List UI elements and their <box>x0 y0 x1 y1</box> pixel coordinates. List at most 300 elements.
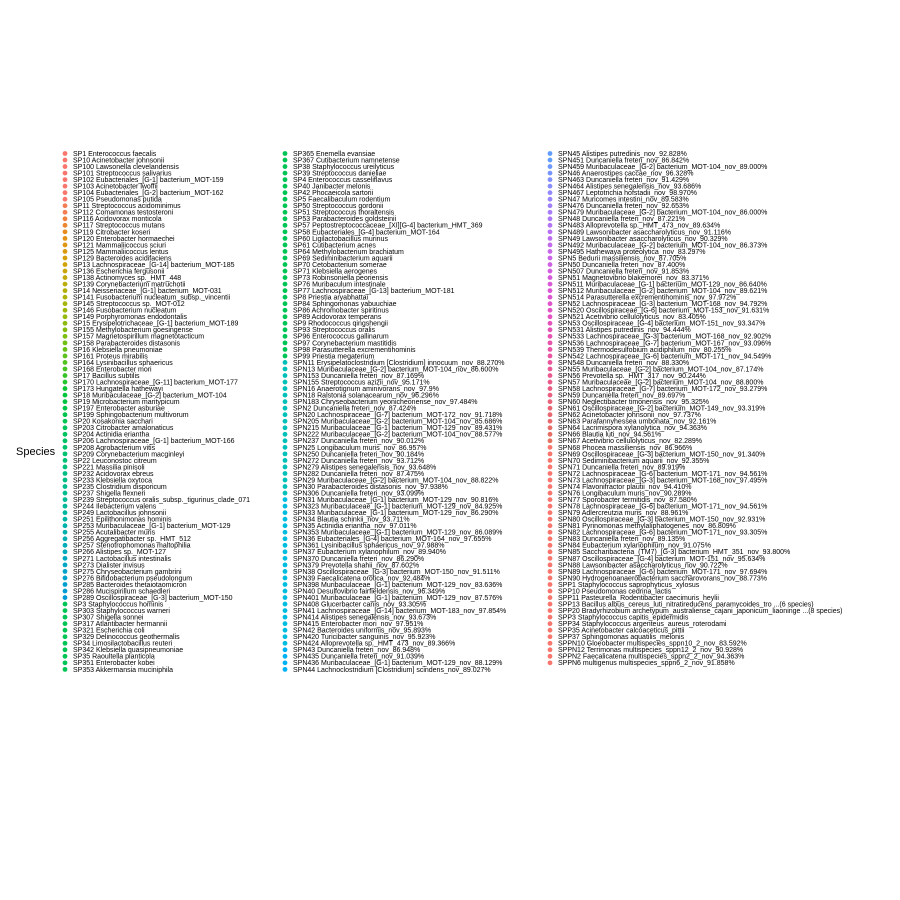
legend-key <box>63 549 68 554</box>
legend-label: SP50 Streptococcus gordonii <box>293 203 384 211</box>
legend-key <box>283 595 288 600</box>
legend-label: SPN464 Alistipes senegalensis_nov_93.686% <box>558 183 702 191</box>
legend-key <box>63 412 68 417</box>
legend-label: SPN59 Duncaniella freteri_nov_89.697% <box>558 392 686 400</box>
legend-key <box>548 295 553 300</box>
legend-key <box>548 184 553 189</box>
legend-label: SPN29 Muribaculaceae_[G-2] bacterium_MOT-104_nov_88.822% <box>293 477 499 485</box>
legend-key <box>548 177 553 182</box>
legend-label: SP206 Lachnospiraceae_[G-1] bacterium_MOT-166 <box>73 438 235 446</box>
legend-key <box>548 634 553 639</box>
legend-key <box>283 491 288 496</box>
legend-label: SPN68 Phocea massiliensis_nov_86.966% <box>558 444 693 452</box>
legend-key <box>63 275 68 280</box>
legend-key <box>283 164 288 169</box>
legend-key <box>548 197 553 202</box>
legend-key <box>548 367 553 372</box>
legend-key <box>283 275 288 280</box>
legend-label: SP251 Epilithonimonas hominis <box>73 516 172 524</box>
legend-key <box>63 386 68 391</box>
legend-key <box>63 523 68 528</box>
legend-label: SP208 Agrobacterium vitis <box>73 444 156 452</box>
legend-label: SP149 Porphyromonas endodontalis <box>73 314 188 322</box>
legend-key <box>548 621 553 626</box>
legend-key <box>63 478 68 483</box>
legend-key <box>548 654 553 659</box>
legend-label: SPN507 Duncaniella freteri_nov_91.853% <box>558 268 690 276</box>
legend-label: SP158 Parabacteroides distasonis <box>73 340 181 348</box>
legend-key <box>283 321 288 326</box>
legend-key <box>283 425 288 430</box>
legend-key <box>63 491 68 496</box>
legend-key <box>548 354 553 359</box>
legend-key <box>283 334 288 339</box>
legend-label: SPN64 Lacrimispora xylanolytica_nov_94.363% <box>558 425 708 433</box>
legend-label: SPP1 Staphylococcus saprophyticus_xylosus <box>558 581 700 589</box>
legend-key <box>63 595 68 600</box>
legend-label: SPN548 Duncaniella freteri_nov_88.330% <box>558 359 690 367</box>
legend-key <box>548 210 553 215</box>
legend-label: SP164 Lysinibacillus sphaericus <box>73 359 173 367</box>
legend-label: SP13 Lachnospiraceae_[G-14] bacterium_MOT-185 <box>73 261 235 269</box>
legend-label: SP221 Massilia pinisoli <box>73 464 145 472</box>
legend-key <box>283 282 288 287</box>
legend-key <box>63 576 68 581</box>
legend-label: SPN479 Muribaculaceae_[G-2] bacterium_MOT-104_nov_86.000% <box>558 209 768 217</box>
legend-label: SPN520 Oscillospiraceae_[G-6] bacterium_MOT-153_nov_91.631% <box>558 307 770 315</box>
legend-label: SP11 Streptococcus acidominimus <box>73 203 181 211</box>
legend-title: Species <box>16 446 56 458</box>
legend-label: SP73 Robinsoniella peoriensis <box>293 274 388 282</box>
legend-label: SPN18 Ralstonia solanacearum_nov_96.296% <box>293 392 439 400</box>
legend-label: SP38 Staphylococcus ureilyticus <box>293 163 395 171</box>
legend-key <box>283 667 288 672</box>
legend-label: SPN63 Parafannyhessea umbonata_nov_92.161% <box>558 418 717 426</box>
legend-key <box>63 177 68 182</box>
legend-key <box>63 647 68 652</box>
legend-label: SPN44 Lachnoclostridium [Clostridium] scindens_nov_89.027% <box>293 666 491 674</box>
legend-key <box>283 340 288 345</box>
legend-label: SPN2 Duncaniella freteri_nov_87.424% <box>293 405 417 413</box>
legend-key <box>283 308 288 313</box>
legend-label: SP173 Hungatella hathewayi <box>73 385 163 393</box>
legend-label: SP141 Fusobacterium nucleatum_subsp._vincentii <box>73 294 231 302</box>
legend-label: SP18 Muribaculaceae_[G-2] bacterium_MOT-104 <box>73 392 227 400</box>
legend-key <box>63 451 68 456</box>
legend-key <box>283 576 288 581</box>
legend-key <box>548 445 553 450</box>
legend-label: SPPN10 Gloeobacter multispecies_sppn10_2_nov_83.592% <box>558 640 747 648</box>
legend-key <box>283 236 288 241</box>
legend-label: SP97 Corynebacterium mastitidis <box>293 340 397 348</box>
legend-key <box>283 158 288 163</box>
legend-label: SP256 Aggregatibacter sp._HMT_512 <box>73 536 191 544</box>
legend-label: SPN81 Pyrinomonas methylaliphatogenes_nov_86.809% <box>558 523 736 531</box>
legend-label: SPN279 Alistipes senegalensis_nov_93.648% <box>293 464 437 472</box>
legend-label: SP86 Achromobacter spiritinus <box>293 307 389 315</box>
legend-label: SPN483 Alloprevotella sp._HMT_473_nov_89.634% <box>558 222 721 230</box>
legend-key <box>63 340 68 345</box>
legend-label: SP84 Sphingomonas yabuuchiae <box>293 301 397 309</box>
legend-label: SPN250 Duncaniella freteri_nov_90.184% <box>293 451 425 459</box>
legend-key <box>548 380 553 385</box>
legend-label: SPN272 Duncaniella freteri_nov_93.712% <box>293 457 425 465</box>
legend-key <box>283 536 288 541</box>
legend-label: SPN531 Alistipes putredinis_nov_94.444% <box>558 327 691 335</box>
legend-label: SP157 Magnetospirillum magnetotacticum <box>73 333 205 341</box>
legend-label: SP16 Klebsiella pneumoniae <box>73 346 163 354</box>
legend-key <box>283 445 288 450</box>
legend-key <box>283 412 288 417</box>
legend-label: SPN57 Muribaculaceae_[G-2] bacterium_MOT-104_nov_88.800% <box>558 379 764 387</box>
legend-label: SP101 Streptococcus salivarius <box>73 170 172 178</box>
legend-key <box>63 445 68 450</box>
legend-key <box>63 321 68 326</box>
legend-label: SPN25 Longibaculum muris_nov_86.957% <box>293 444 427 452</box>
legend-label: SP99 Priestia megaterium <box>293 353 375 361</box>
legend-label: SPN79 Adlercreutzia muris_nov_88.961% <box>558 510 689 518</box>
legend-label: SP145 Streptococcus sp._MOT-012 <box>73 301 185 309</box>
legend-key <box>283 634 288 639</box>
legend-label: SPN323 Muribaculaceae_[G-1] bacterium_MOT-129_nov_84.925% <box>293 503 503 511</box>
legend-key <box>63 621 68 626</box>
legend-key <box>283 256 288 261</box>
legend-key <box>548 151 553 156</box>
legend-label: SPPN2 Faecalicatena multispecies_sppn2_2_nov_94.363% <box>558 653 745 661</box>
legend-key <box>63 354 68 359</box>
legend-label: SPN16 Anaerotignum aminivorans_nov_97.9% <box>293 385 439 393</box>
legend-label: SPN33 Muribaculaceae_[G-1] bacterium_MOT-129_nov_86.290% <box>293 510 499 518</box>
legend-label: SP10 Acinetobacter johnsonii <box>73 157 165 165</box>
legend-label: SPN379 Prevotella shahii_nov_87.602% <box>293 562 420 570</box>
legend-key <box>548 203 553 208</box>
legend-label: SP120 Enterobacter hormaechei <box>73 235 175 243</box>
legend-label: SP57 Peptostreptococcaceae_[XI][G-4] bacterium_HMT_369 <box>293 222 483 230</box>
legend-label: SP35 Raoultella planticola <box>73 653 155 661</box>
legend-label: SPN70 Sediminibacterium aquarii_nov_92.355% <box>558 457 710 465</box>
legend-label: SPPN12 Terrimonas multispecies_sppn12_2_nov_90.928% <box>558 647 744 655</box>
legend-key <box>548 478 553 483</box>
legend-key <box>63 249 68 254</box>
legend-label: SP76 Muribaculum intestinale <box>293 281 386 289</box>
legend-label: SP271 Lactobacillus intestinalis <box>73 555 172 563</box>
legend-key <box>283 151 288 156</box>
legend-key <box>63 360 68 365</box>
legend-label: SPN56 Prevotella sp._HMT_317_nov_90.244% <box>558 372 706 380</box>
legend-key <box>548 262 553 267</box>
legend-label: SP42 Phocaeicola sartorii <box>293 190 374 198</box>
legend-label: SPN20 Lachnospiraceae_[G-7] bacterium_MOT-172_nov_91.718% <box>293 412 503 420</box>
legend-key <box>283 465 288 470</box>
legend-label: SP232 Acidovorax ebreus <box>73 470 154 478</box>
legend-key <box>283 660 288 665</box>
legend-label: SPN451 Duncaniella freteri_nov_86.842% <box>558 157 690 165</box>
legend-label: SPN436 Muribaculaceae_[G-1] bacterium_MOT-129_nov_88.129% <box>293 660 503 668</box>
legend-key <box>548 491 553 496</box>
legend-key <box>63 582 68 587</box>
legend-key <box>548 393 553 398</box>
legend-label: SPN514 Parasutterella excrementihominis_nov_97.972% <box>558 294 737 302</box>
legend-label: SPN69 Oscillospiraceae_[G-3] bacterium_MOT-150_nov_91.340% <box>558 451 766 459</box>
legend-label: SP125 Mammaliicoccus lentus <box>73 248 169 256</box>
legend-key <box>63 197 68 202</box>
legend-label: SP353 Akkermansia muciniphila <box>73 666 173 674</box>
legend-label: SP60 Ligilactobacillus murinus <box>293 235 388 243</box>
legend-key <box>548 360 553 365</box>
legend-label: SP70 Cetobacterium somerae <box>293 261 387 269</box>
legend-label: SPP35 Acinetobacter calcoaceticus_pittii <box>558 627 685 635</box>
legend-label: SP197 Enterobacter asburiae <box>73 405 165 413</box>
legend-label: SP266 Alistipes sp._MOT-127 <box>73 549 166 557</box>
legend-label: SP235 Clostridium disporicum <box>73 483 167 491</box>
legend-key <box>548 406 553 411</box>
legend-label: SPN492 Muribaculaceae_[G-2] bacterium_MOT-104_nov_86.373% <box>558 242 768 250</box>
legend-key <box>548 451 553 456</box>
legend-label: SPN67 Acetivibrio cellulolyticus_nov_82.289% <box>558 438 702 446</box>
legend-label: SP77 Lachnospiraceae_[G-13] bacterium_MOT-181 <box>293 288 455 296</box>
legend-label: SP249 Lactobacillus johnsonii <box>73 510 167 518</box>
legend-key <box>283 608 288 613</box>
legend-label: SPN50 Duncaniella freteri_nov_87.400% <box>558 261 686 269</box>
legend-key <box>63 569 68 574</box>
legend-label: SPN539 Thermodesulfobium acidiphilum_nov_80.255% <box>558 346 732 354</box>
legend-key <box>63 393 68 398</box>
legend-label: SP239 Streptococcus oralis_subsp._tigurinus_clade_071 <box>73 496 251 504</box>
legend-key <box>63 229 68 234</box>
legend-key <box>283 386 288 391</box>
legend-key <box>63 608 68 613</box>
legend-label: SPP20 Bradyrhizobium archetypum_australiense_cajani_japonicum_liaoninge ...(8 species) <box>558 608 843 615</box>
legend-key <box>548 569 553 574</box>
legend-label: SPN89 Lachnospiraceae_[G-6] bacterium_MOT-171_nov_97.694% <box>558 568 768 576</box>
legend-key <box>283 223 288 228</box>
legend-label: SPN42 Bacteroides uniformis_nov_95.893% <box>293 627 432 635</box>
legend-key <box>283 288 288 293</box>
legend-label: SPN74 Flavonifractor plautii_nov_94.410% <box>558 483 692 491</box>
legend-label: SP98 Parasutterella excrementihominis <box>293 346 416 354</box>
legend-label: SP139 Corynebacterium matruchotii <box>73 281 186 289</box>
legend-label: SPN463 Duncaniella freteri_nov_91.429% <box>558 177 690 185</box>
legend-key <box>548 275 553 280</box>
legend-key <box>63 543 68 548</box>
legend-label: SP329 Delinococcus geothermalis <box>73 634 180 642</box>
legend-label: SPN62 Acinetobacter johnsonii_nov_97.737% <box>558 412 701 420</box>
legend-key <box>283 203 288 208</box>
legend-key <box>63 628 68 633</box>
legend-key <box>548 412 553 417</box>
legend-key <box>548 549 553 554</box>
legend-key <box>548 595 553 600</box>
legend-key <box>548 327 553 332</box>
legend-label: SP9 Rhodococcus qingshengii <box>293 320 388 328</box>
legend-key <box>63 602 68 607</box>
legend-key <box>548 236 553 241</box>
legend-label: SPN34 Blautia schinkii_nov_93.711% <box>293 516 410 524</box>
legend-label: SP303 Staphylococcus warneri <box>73 608 170 615</box>
legend-key <box>63 301 68 306</box>
legend-label: SPN90 Hydrogenoanaerobacterium saccharovorans_nov_88.773% <box>558 575 767 583</box>
legend-label: SP53 Parabacteroides goldsteinii <box>293 216 397 224</box>
legend-label: SP342 Klebsiella quasipneumoniae <box>73 647 184 655</box>
legend-label: SP71 Klebsiella aerogenes <box>293 268 378 276</box>
legend-key <box>63 517 68 522</box>
legend-label: SPN55 Muribaculaceae_[G-2] bacterium_MOT-104_nov_87.174% <box>558 366 764 374</box>
legend-key <box>63 216 68 221</box>
legend-key <box>283 549 288 554</box>
legend-key <box>548 243 553 248</box>
legend-key <box>548 615 553 620</box>
legend-key <box>548 419 553 424</box>
legend-label: SP168 Enterobacter mori <box>73 366 152 374</box>
legend-label: SP321 Escherichia coli <box>73 627 145 635</box>
legend-label: SPN13 Muribaculaceae_[G-2] bacterium_MOT-104_nov_86.600% <box>293 366 499 374</box>
legend-label: SPN40 Desulfovibrio fairfieldensis_nov_96.349% <box>293 588 446 596</box>
legend-key <box>63 347 68 352</box>
legend-key <box>63 282 68 287</box>
legend-key <box>283 327 288 332</box>
legend-key <box>63 484 68 489</box>
legend-label: SPN80 Oscillospiraceae_[G-3] bacterium_MOT-150_nov_92.931% <box>558 516 766 524</box>
legend-key <box>283 197 288 202</box>
legend-key <box>548 458 553 463</box>
legend-key <box>283 530 288 535</box>
legend-label: SPN215 Muribaculaceae_[G-1] bacterium_MOT-129_nov_89.431% <box>293 425 503 433</box>
legend-key <box>548 158 553 163</box>
legend-key <box>63 158 68 163</box>
legend-label: SP34 Limosilactobacillus reuteri <box>73 640 173 648</box>
legend-key <box>548 556 553 561</box>
legend-label: SPP11 Pasteurella_Rodentibacter caecimuris_heylii <box>558 594 719 602</box>
legend-key <box>63 151 68 156</box>
legend-key <box>548 602 553 607</box>
legend-label: SP93 Streptococcus oralis <box>293 327 376 335</box>
legend-key <box>283 451 288 456</box>
legend-label: SP121 Mammaliicoccus sciuri <box>73 242 166 250</box>
legend-label: SPP13 Bacillus albus_cereus_luti_nitratireducens_paramycoides_tro ...(6 species) <box>558 601 814 609</box>
legend-label: SPN11 Erysipelatoclostridium [Clostridium] innocuum_nov_88.270% <box>293 359 505 367</box>
legend-label: SP307 Shigella sonnei <box>73 614 144 622</box>
legend-label: SP255 Acutalibacter muris <box>73 529 156 537</box>
legend-label: SP244 Ilebacterium valens <box>73 503 157 511</box>
legend-label: SPN222 Muribaculaceae_[G-2] bacterium_MOT-104_nov_88.577% <box>293 431 503 439</box>
legend-label: SPN30 Parabacteroides distasonis_nov_97.938% <box>293 483 448 491</box>
legend-key <box>548 347 553 352</box>
legend-label: SPN84 Eubacterium xylanophilum_nov_91.075% <box>558 542 711 550</box>
legend-key <box>283 523 288 528</box>
legend-key <box>63 269 68 274</box>
legend-label: SPN467 Leptotrichia hofstadii_nov_98.970% <box>558 190 697 198</box>
legend-key <box>63 262 68 267</box>
legend-label: SPP34 Staphylococcus argenteus_aureus_roterodami <box>558 621 727 629</box>
legend-label: SP237 Shigella flexneri <box>73 490 146 498</box>
legend-label: SP3 Staphylococcus hominis <box>73 601 164 609</box>
legend-label: SP22 Leuconostoc citreum <box>73 457 157 465</box>
legend-key <box>548 256 553 261</box>
legend-label: SP1 Enterococcus faecalis <box>73 150 157 158</box>
legend-key <box>283 497 288 502</box>
legend-label: SP117 Streptococcus mutans <box>73 222 165 230</box>
legend-label: SP286 Mucispirillum schaedleri <box>73 588 171 596</box>
legend-key <box>63 641 68 646</box>
legend-key <box>283 615 288 620</box>
legend-label: SPP37 Sphingomonas aquatilis_melonis <box>558 634 685 642</box>
legend-key <box>283 517 288 522</box>
legend-key <box>548 504 553 509</box>
legend-label: SPN512 Muribaculaceae_[G-2] bacterium_MOT-104_nov_89.621% <box>558 288 768 296</box>
legend-key <box>63 530 68 535</box>
legend-label: SP199 Sphingobacterium multivorum <box>73 412 189 420</box>
legend-label: SP273 Dialister invisus <box>73 562 145 570</box>
legend-key <box>548 216 553 221</box>
legend-key <box>283 582 288 587</box>
legend-label: SP64 Methylobacterium brachiatum <box>293 248 404 256</box>
legend-label: SP61 Cutibacterium acnes <box>293 242 376 250</box>
legend-label: SP58 Eubacteriales_[G-4] bacterium_MOT-164 <box>293 229 440 237</box>
legend-key <box>283 621 288 626</box>
legend-key <box>548 608 553 613</box>
legend-label: SPN41 Lachnospiraceae_[G-14] bacterium_MOT-183_nov_97.854% <box>293 608 507 615</box>
legend-label: SPN71 Duncaniella freteri_nov_89.919% <box>558 464 686 472</box>
legend-key <box>548 301 553 306</box>
legend-key <box>63 634 68 639</box>
legend-key <box>283 301 288 306</box>
legend-key <box>63 504 68 509</box>
legend-key <box>548 465 553 470</box>
legend-key <box>548 484 553 489</box>
legend-key <box>283 216 288 221</box>
legend-label: SP116 Acidovorax monticola <box>73 216 162 224</box>
legend-key <box>548 582 553 587</box>
legend-label: SP155 Methylobacterium goesingense <box>73 327 193 335</box>
legend-key <box>548 497 553 502</box>
legend-key <box>63 438 68 443</box>
legend-label: SP112 Comamonas testosteroni <box>73 209 174 217</box>
legend-label: SPN72 Lachnospiraceae_[G-6] bacterium_MOT-171_nov_94.561% <box>558 470 768 478</box>
legend-key <box>548 282 553 287</box>
legend-label: SP40 Janibacter melonis <box>293 183 371 191</box>
legend-label: SPN46 Anaerostipes caccae_nov_96.328% <box>558 170 694 178</box>
legend-label: SP39 Streptococcus danieliae <box>293 170 387 178</box>
legend-key <box>283 399 288 404</box>
legend-label: SP275 Chryseobacterium gambrini <box>73 568 182 576</box>
legend-label: SP20 Kosakonia sacchari <box>73 418 153 426</box>
legend-key <box>63 190 68 195</box>
legend-label: SPN424 Alloprevotella sp._HMT_473_nov_89.366% <box>293 640 456 648</box>
legend-key <box>63 288 68 293</box>
legend-key <box>548 164 553 169</box>
legend-label: SPN415 Enterobacter mori_nov_97.951% <box>293 621 424 629</box>
legend-key <box>63 497 68 502</box>
legend-label: SPN205 Muribaculaceae_[G-2] bacterium_MOT-104_nov_85.686% <box>293 418 503 426</box>
legend-label: SPN489 Lawsonibacter asaccharolyticus_nov_91.116% <box>558 229 732 237</box>
legend-label: SPN536 Lachnospiraceae_[G-7] bacterium_MOT-167_nov_93.096% <box>558 340 772 348</box>
legend-key <box>548 536 553 541</box>
legend-key <box>283 510 288 515</box>
legend-label: SPN237 Duncaniella freteri_nov_90.012% <box>293 438 425 446</box>
legend-key <box>63 419 68 424</box>
legend-key <box>63 654 68 659</box>
legend-key <box>548 510 553 515</box>
legend-label: SP102 Eubacteriales_[G-1] bacterium_MOT-159 <box>73 177 224 185</box>
legend-label: SPN82 Lachnospiraceae_[G-6] bacterium_MOT-171_nov_93.305% <box>558 529 768 537</box>
legend-label: SPP3 Staphylococcus capitis_epidermidis <box>558 614 689 622</box>
legend-key <box>63 373 68 378</box>
legend-label: SPN53 Oscillospiraceae_[G-4] bacterium_MOT-151_nov_93.347% <box>558 320 766 328</box>
legend-label: SPN398 Muribaculaceae_[G-1] bacterium_MOT-129_nov_83.636% <box>293 581 503 589</box>
legend-label: SPN153 Duncaniella freteri_nov_87.169% <box>293 372 425 380</box>
legend-key <box>283 562 288 567</box>
legend-label: SPN155 Streptococcus azizii_nov_95.171% <box>293 379 430 387</box>
